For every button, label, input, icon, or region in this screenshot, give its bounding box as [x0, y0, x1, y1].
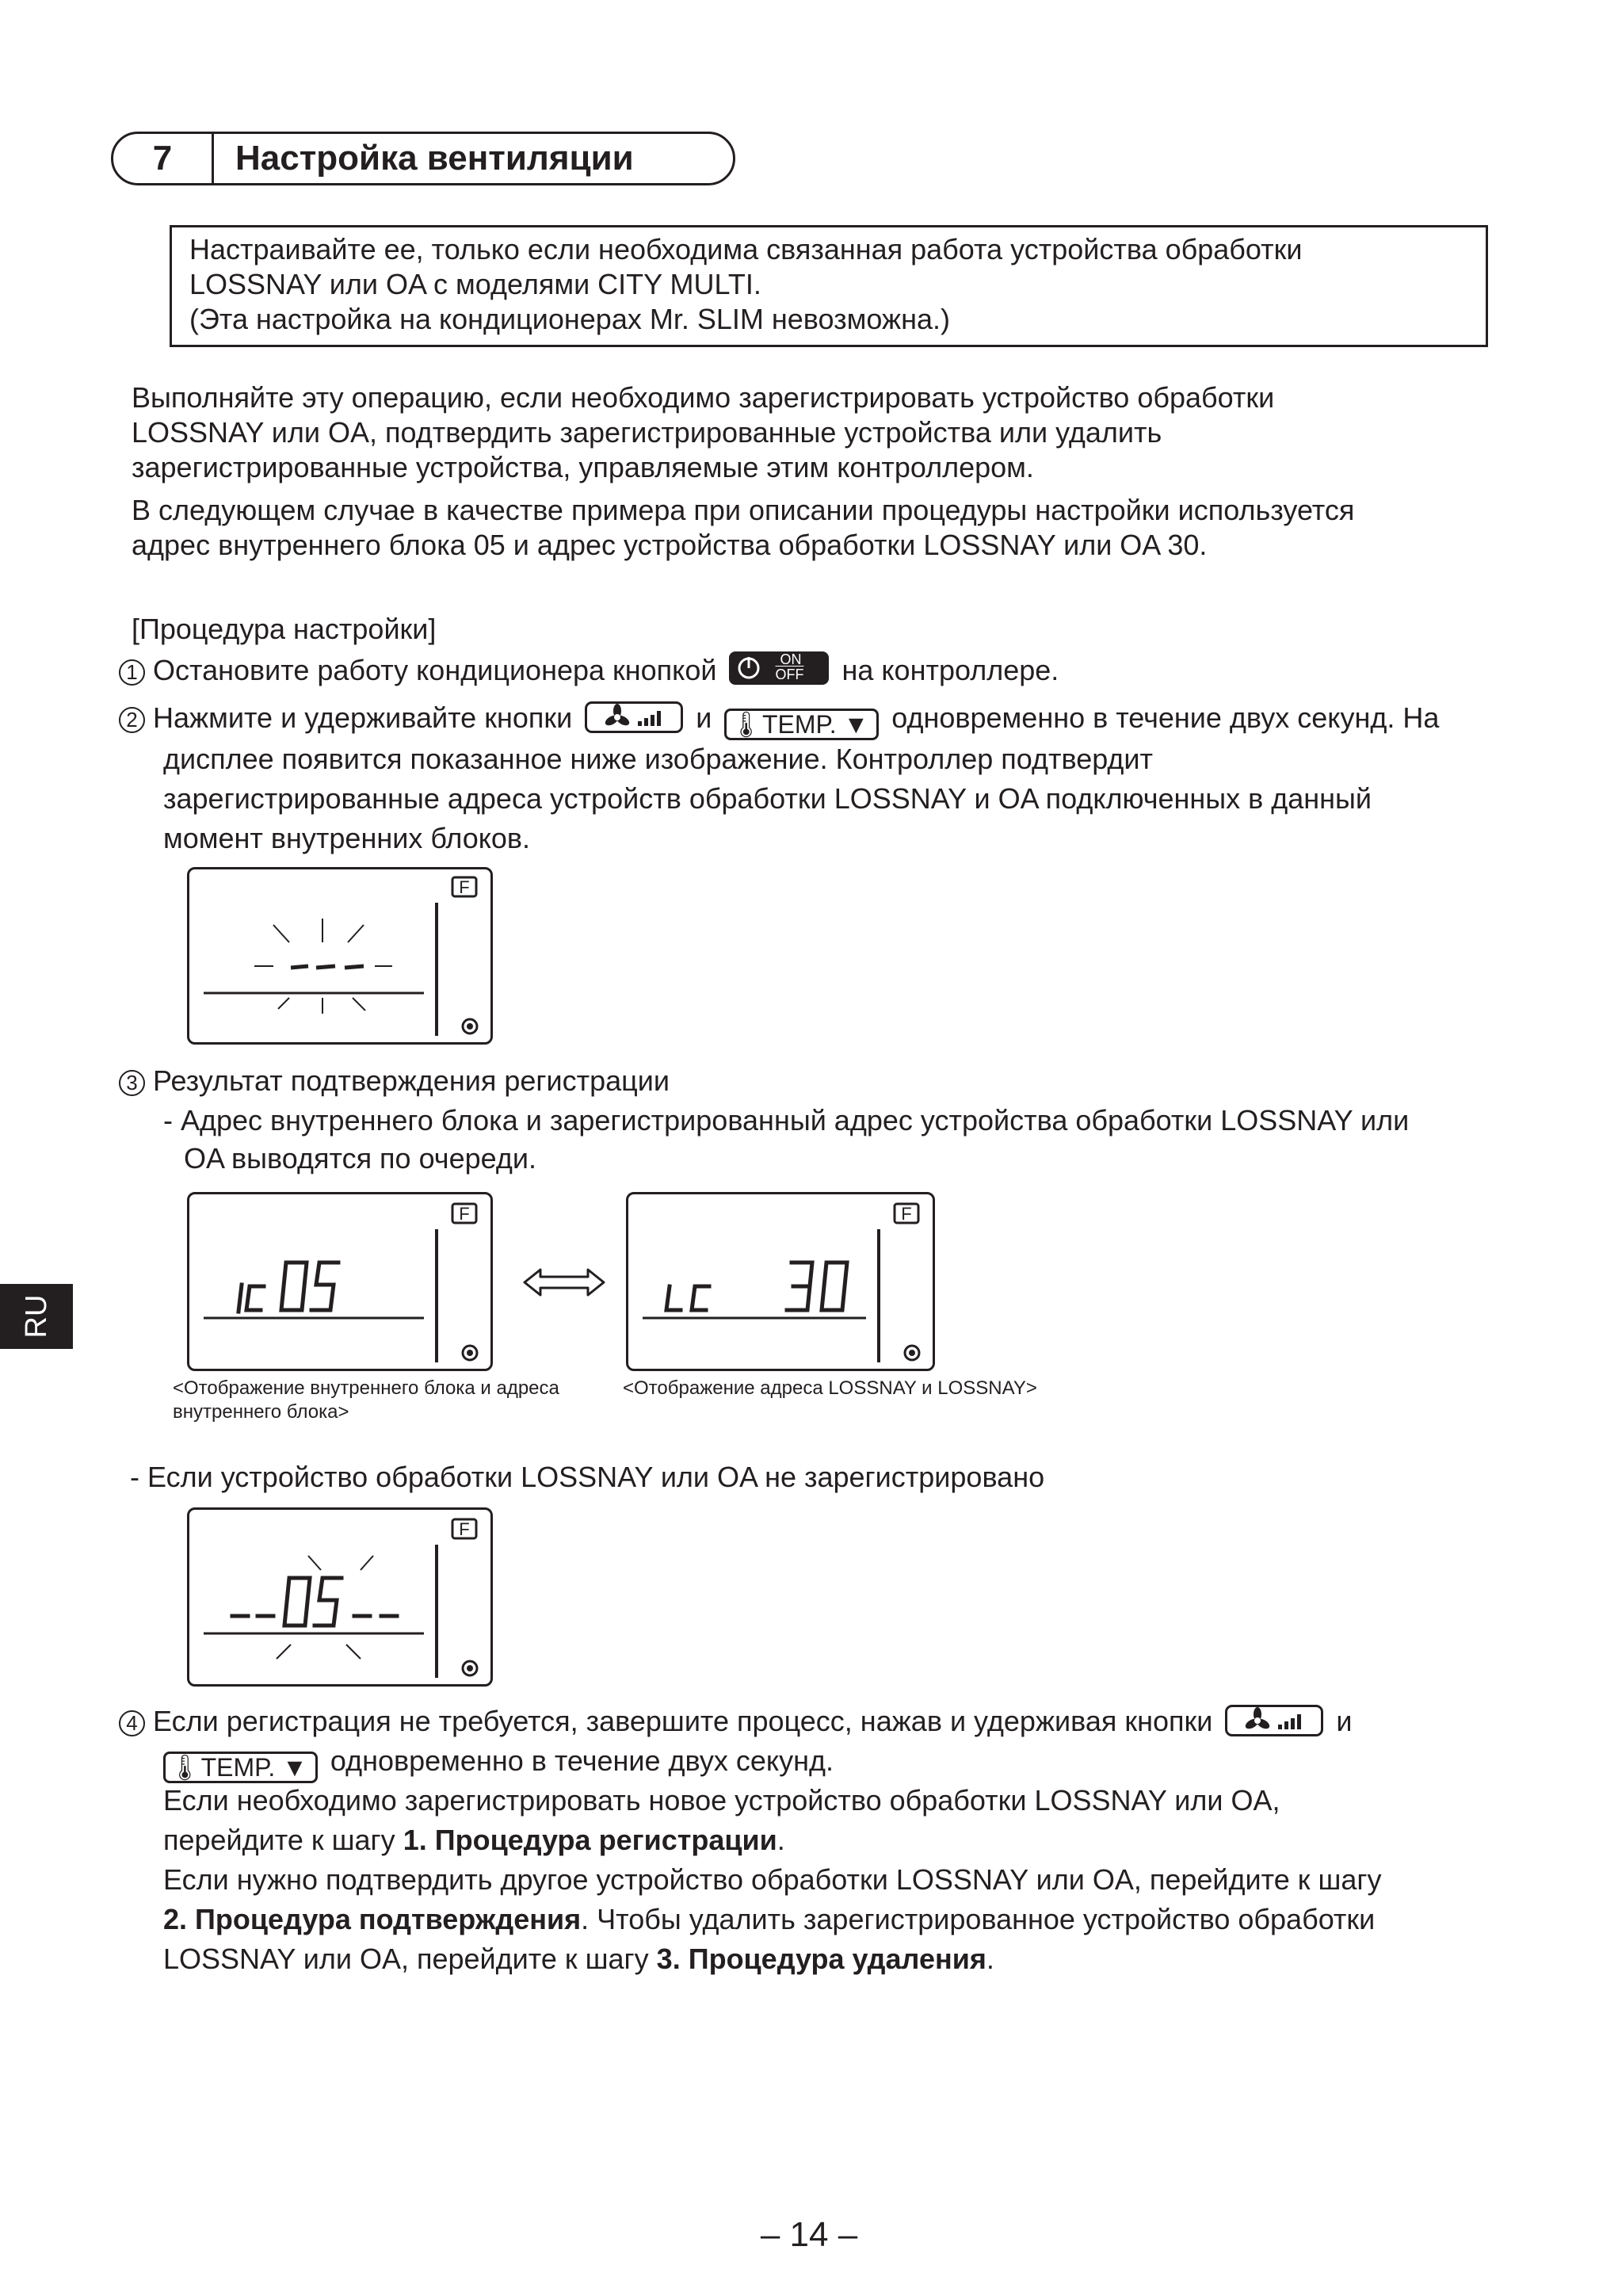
- page-number: – 14 –: [760, 2215, 858, 2254]
- thermometer-icon: 🌡︎: [169, 1753, 201, 1782]
- lcd-display-indoor-unit: [187, 1192, 493, 1371]
- note-line: Настраивайте ее, только если необходима связанная работа устройства обработки: [189, 233, 1303, 266]
- note-line: LOSSNAY или OA с моделями CITY MULTI.: [189, 268, 761, 300]
- step-4-text-end: одновременно в течение двух секунд.: [330, 1744, 834, 1777]
- language-tab: [0, 1284, 73, 1349]
- procedure-heading: [Процедура настройки]: [132, 613, 437, 645]
- power-icon: [735, 655, 767, 682]
- step-2-line: зарегистрированные адреса устройств обработки LOSSNAY и OA подключенных в данный: [163, 782, 1372, 815]
- alternating-arrow-icon: [523, 1266, 605, 1298]
- step-4-text: . Чтобы удалить зарегистрированное устройство обработки: [581, 1903, 1376, 1935]
- intro-line: LOSSNAY или OA, подтвердить зарегистрированные устройства или удалить: [132, 416, 1162, 449]
- step-4-line: Если нужно подтвердить другое устройство обработки LOSSNAY или OA, перейдите к шагу: [163, 1863, 1382, 1896]
- on-label: ON: [780, 651, 802, 667]
- section-header: [111, 132, 735, 185]
- and-text: и: [1336, 1705, 1353, 1737]
- fan-button[interactable]: [585, 701, 683, 733]
- down-triangle-icon: ▼: [282, 1753, 307, 1782]
- temp-down-button[interactable]: [724, 709, 879, 740]
- note-line: (Эта настройка на кондиционерах Mr. SLIM невозможна.): [189, 303, 950, 335]
- step-3-sub: OA выводятся по очереди.: [184, 1142, 536, 1175]
- step-4-line: [163, 1940, 994, 1978]
- lcd-display-lossnay: [626, 1192, 935, 1371]
- not-registered-text: - Если устройство обработки LOSSNAY или OA не зарегистрировано: [130, 1461, 1045, 1493]
- step-2: [119, 699, 1439, 740]
- step-4-text: перейдите к шагу: [163, 1824, 403, 1856]
- fan-icon: [587, 704, 681, 731]
- intro-line: Выполняйте эту операцию, если необходимо зарегистрировать устройство обработки: [132, 381, 1275, 414]
- step-4-text: .: [986, 1943, 994, 1975]
- lcd-f-mark: F: [901, 1204, 912, 1224]
- temp-down-button[interactable]: [163, 1752, 318, 1783]
- lcd-display-confirm: [187, 867, 493, 1045]
- thermometer-icon: 🌡︎: [730, 710, 762, 739]
- step-2-text: Нажмите и удерживайте кнопки: [153, 701, 573, 734]
- caption-indoor-unit: внутреннего блока>: [173, 1401, 349, 1423]
- section-number: 7: [113, 134, 214, 183]
- step-2-line: дисплее появится показанное ниже изображение. Контроллер подтвердит: [163, 743, 1154, 775]
- step-4-text: LOSSNAY или OA, перейдите к шагу: [163, 1943, 657, 1975]
- step-number: 3: [119, 1070, 145, 1096]
- example-line: адрес внутреннего блока 05 и адрес устройства обработки LOSSNAY или OA 30.: [132, 529, 1208, 561]
- step-1-text-end: на контроллере.: [841, 654, 1059, 686]
- registration-procedure-link: 1. Процедура регистрации: [403, 1824, 777, 1856]
- step-number: 1: [119, 659, 145, 686]
- step-3-sub: - Адрес внутреннего блока и зарегистрированный адрес устройства обработки LOSSNAY или: [163, 1104, 1410, 1137]
- example-line: В следующем случае в качестве примера при описании процедуры настройки используется: [132, 494, 1355, 526]
- temp-label: TEMP.: [200, 1753, 276, 1782]
- step-4-line: [163, 1742, 834, 1783]
- step-number: 2: [119, 707, 145, 733]
- step-4: [119, 1702, 1352, 1740]
- off-label: $\overline{OFF}$: [775, 667, 804, 682]
- fan-button[interactable]: [1225, 1705, 1323, 1736]
- step-number: 4: [119, 1710, 145, 1736]
- deletion-procedure-link: 3. Процедура удаления: [656, 1943, 986, 1975]
- lcd-display-not-registered: [187, 1507, 493, 1687]
- step-4-line: Если необходимо зарегистрировать новое устройство обработки LOSSNAY или OA,: [163, 1784, 1280, 1817]
- on-off-button[interactable]: [729, 651, 829, 685]
- temp-label: TEMP.: [762, 710, 837, 739]
- step-4-text: .: [777, 1824, 785, 1856]
- step-1: [119, 651, 1059, 690]
- step-3-text: Результат подтверждения регистрации: [153, 1064, 670, 1097]
- step-2-line: момент внутренних блоков.: [163, 822, 531, 854]
- caption-lossnay: <Отображение адреса LOSSNAY и LOSSNAY>: [623, 1377, 1037, 1399]
- lcd-f-mark: F: [459, 877, 470, 897]
- down-triangle-icon: ▼: [843, 710, 869, 739]
- confirmation-procedure-link: 2. Процедура подтверждения: [163, 1903, 582, 1935]
- section-title: Настройка вентиляции: [235, 139, 634, 178]
- fan-icon: [1227, 1707, 1321, 1734]
- lcd-f-mark: F: [459, 1204, 470, 1224]
- caption-indoor-unit: <Отображение внутреннего блока и адреса: [173, 1377, 559, 1399]
- lcd-f-mark: F: [459, 1519, 470, 1539]
- step-4-line: [163, 1821, 785, 1859]
- step-4-line: [163, 1901, 1375, 1939]
- step-4-text: Если регистрация не требуется, завершите процесс, нажав и удерживая кнопки: [153, 1705, 1213, 1737]
- intro-line: зарегистрированные устройства, управляемые этим контроллером.: [132, 451, 1034, 483]
- note-box: [170, 225, 1488, 347]
- step-2-text-end: одновременно в течение двух секунд. На: [891, 701, 1440, 734]
- language-tab-label: RU: [20, 1294, 53, 1339]
- step-3: [119, 1062, 670, 1100]
- step-1-text: Остановите работу кондиционера кнопкой: [153, 654, 717, 686]
- and-text: и: [696, 701, 712, 734]
